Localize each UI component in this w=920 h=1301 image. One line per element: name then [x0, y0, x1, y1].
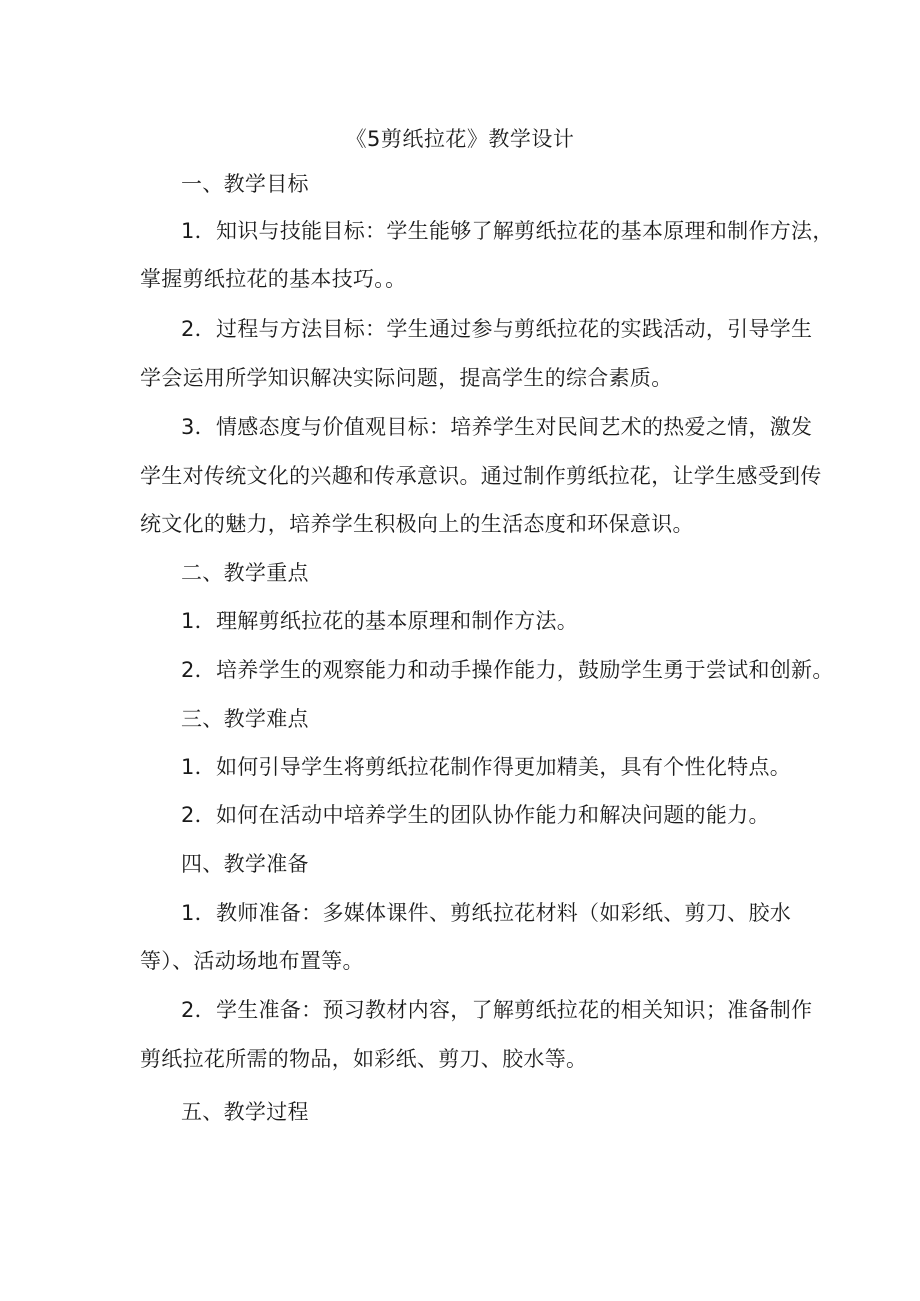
- section-heading-difficulties: 三、教学难点: [181, 707, 309, 731]
- section-heading-preparation: 四、教学准备: [181, 852, 309, 876]
- difficulty-item-2: 2．如何在活动中培养学生的团队协作能力和解决问题的能力。: [181, 803, 770, 827]
- goal-item-3-line-3: 统文化的魅力，培养学生积极向上的生活态度和环保意识。: [140, 512, 694, 536]
- keypoint-item-1: 1．理解剪纸拉花的基本原理和制作方法。: [181, 609, 579, 633]
- goal-item-2-line-2: 学会运用所学知识解决实际问题，提高学生的综合素质。: [140, 366, 673, 390]
- section-heading-keypoints: 二、教学重点: [181, 561, 309, 585]
- goal-item-1-line-1: 1．知识与技能目标：学生能够了解剪纸拉花的基本原理和制作方法，: [181, 219, 834, 243]
- preparation-item-2-line-2: 剪纸拉花所需的物品，如彩纸、剪刀、胶水等。: [140, 1047, 588, 1071]
- goal-item-1-line-2: 掌握剪纸拉花的基本技巧。。: [140, 267, 407, 291]
- section-heading-goals: 一、教学目标: [181, 172, 309, 196]
- goal-item-3-line-2: 学生对传统文化的兴趣和传承意识。通过制作剪纸拉花，让学生感受到传: [140, 464, 822, 488]
- preparation-item-1-line-2: 等）、活动场地布置等。: [140, 949, 364, 973]
- section-heading-process: 五、教学过程: [181, 1100, 309, 1124]
- keypoint-item-2: 2．培养学生的观察能力和动手操作能力，鼓励学生勇于尝试和创新。: [181, 658, 834, 682]
- document-title: 《5剪纸拉花》教学设计: [345, 127, 575, 151]
- difficulty-item-1: 1．如何引导学生将剪纸拉花制作得更加精美，具有个性化特点。: [181, 755, 792, 779]
- preparation-item-2-line-1: 2．学生准备：预习教材内容，了解剪纸拉花的相关知识；准备制作: [181, 998, 813, 1022]
- preparation-item-1-line-1: 1．教师准备：多媒体课件、剪纸拉花材料（如彩纸、剪刀、胶水: [181, 901, 792, 925]
- goal-item-3-line-1: 3．情感态度与价值观目标：培养学生对民间艺术的热爱之情，激发: [181, 415, 813, 439]
- goal-item-2-line-1: 2．过程与方法目标：学生通过参与剪纸拉花的实践活动，引导学生: [181, 317, 813, 341]
